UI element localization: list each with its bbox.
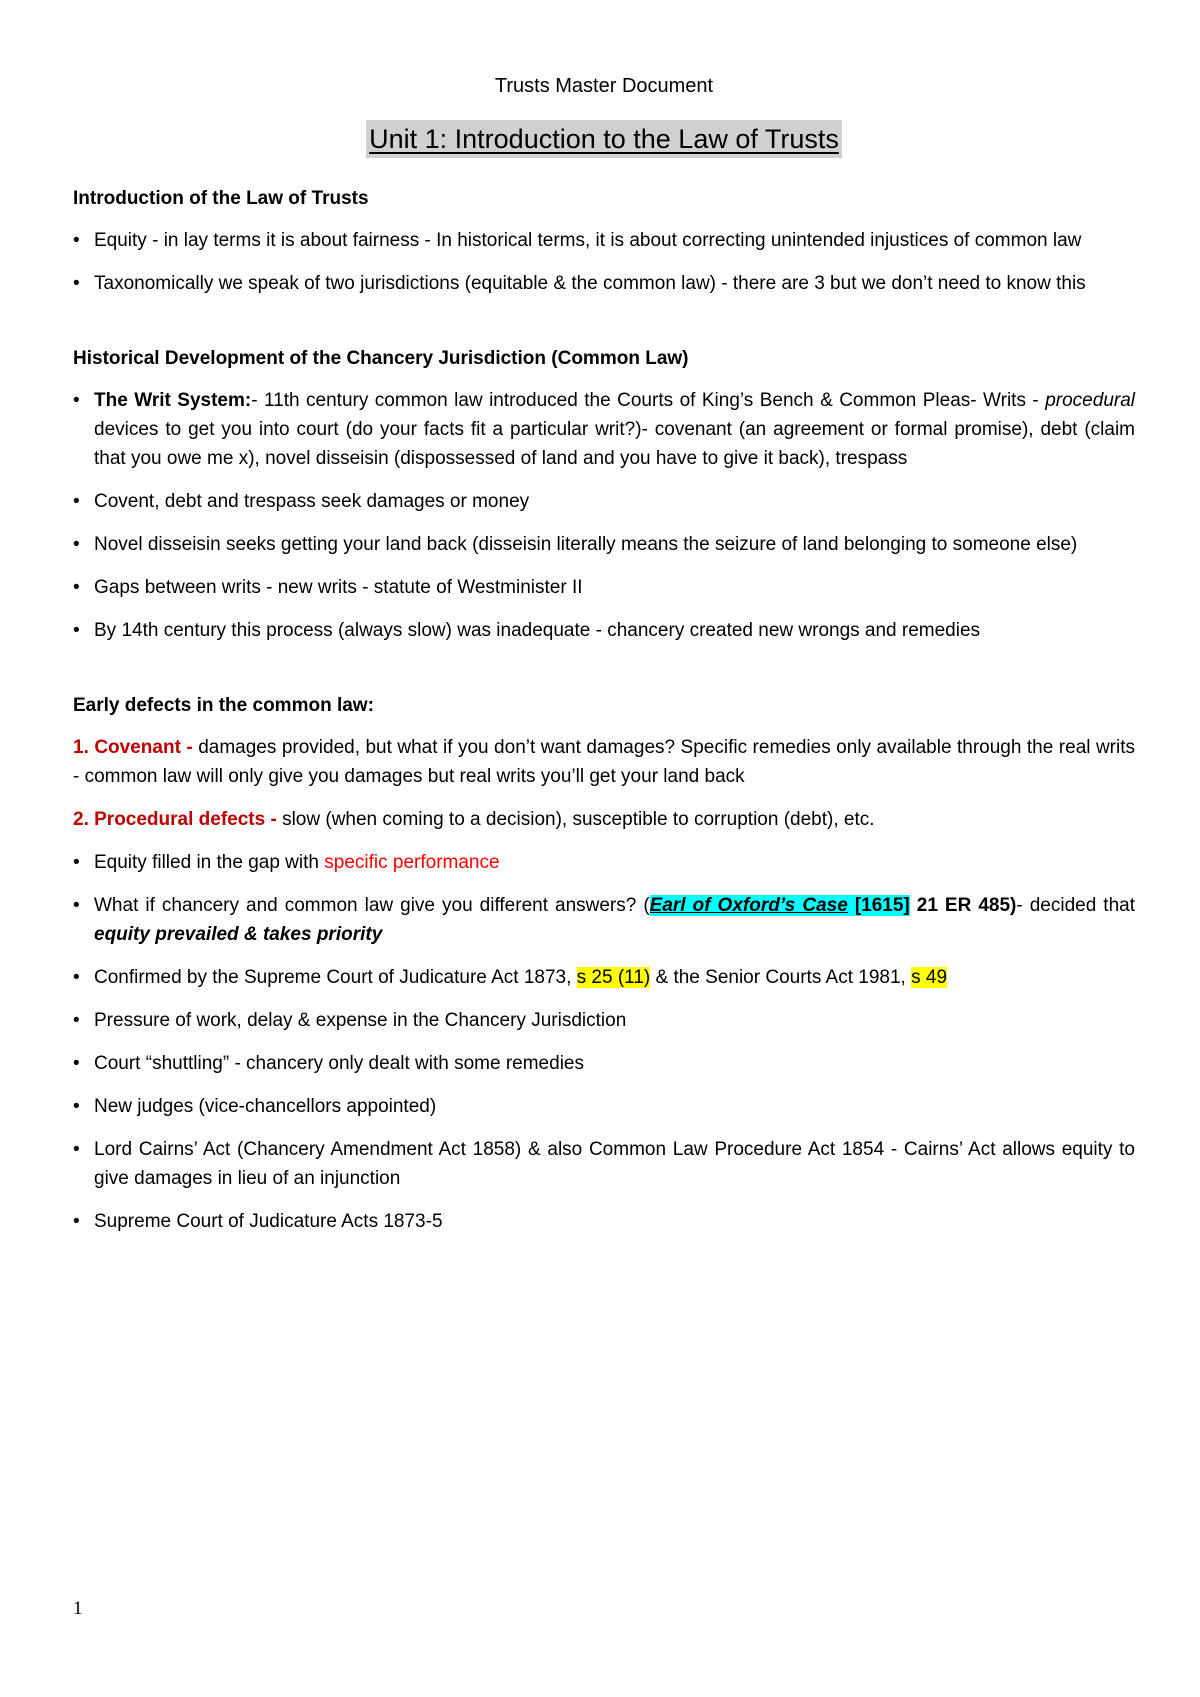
bullet-item [73, 269, 1135, 298]
section-heading-historical-development: Historical Development of the Chancery Jurisdiction (Common Law) [73, 348, 689, 369]
writ-system-text-b: devices to get you into court (do your facts fit a particular writ?)- covenant (an agreement or formal promise), debt (claim that you owe me x), novel disseisin (dispossessed of land and you have to give it back), trespass [94, 419, 1135, 469]
specific-performance-highlight: specific performance [324, 852, 500, 873]
section-ref-highlight: s 25 (11) [576, 967, 651, 988]
defect-text-covenant: damages provided, but what if you don’t want damages? Specific remedies only available through the real writs - common law will only give you damages but real writs you’ll get your land back [73, 737, 1136, 787]
bullet-text: Equity filled in the gap with [94, 852, 325, 873]
page-number: 1 [73, 1598, 83, 1619]
case-gap [848, 895, 855, 916]
bullet-text: Gaps between writs - new writs - statute of Westminister II [94, 577, 583, 598]
bullet-icon: • [73, 390, 80, 411]
bullet-item [73, 530, 1135, 559]
bullet-icon: • [73, 534, 80, 555]
bullet-icon: • [73, 1053, 80, 1074]
bullet-icon: • [73, 230, 80, 251]
bullet-text: New judges (vice-chancellors appointed) [94, 1096, 437, 1117]
bullet-text: Supreme Court of Judicature Acts 1873-5 [94, 1211, 443, 1232]
confirmed-text-a: Confirmed by the Supreme Court of Judicature Act 1873, [94, 967, 577, 988]
bullet-item-earl-of-oxford [73, 891, 1135, 949]
bullet-item [73, 1092, 1135, 1121]
section-spacer [73, 659, 1135, 693]
bullet-item [73, 1006, 1135, 1035]
bullet-text: Covent, debt and trespass seek damages or money [94, 491, 530, 512]
bullet-item-equity-gap [73, 848, 1135, 877]
bullet-icon: • [73, 895, 80, 916]
bullet-text: Pressure of work, delay & expense in the Chancery Jurisdiction [94, 1010, 627, 1031]
case-year: [1615] [854, 895, 910, 916]
document-title: Trusts Master Document [494, 75, 714, 97]
bullet-item [73, 1049, 1135, 1078]
defect-label-covenant: 1. Covenant - [73, 737, 199, 758]
bullet-item [73, 1207, 1135, 1236]
defect-text-procedural: slow (when coming to a decision), susceptible to corruption (debt), etc. [282, 809, 875, 830]
bullet-icon: • [73, 852, 80, 873]
case-name: Earl of Oxford’s Case [649, 895, 848, 916]
document-page [73, 72, 1135, 1250]
defect-point-procedural [73, 805, 1135, 834]
bullet-item [73, 1135, 1135, 1193]
bullet-item [73, 616, 1135, 645]
oxford-text-a: What if chancery and common law give you different answers? ( [94, 895, 650, 916]
bullet-icon: • [73, 1096, 80, 1117]
bullet-text: Lord Cairns’ Act (Chancery Amendment Act 1858) & also Common Law Procedure Act 1854 - Cairns’ Act allows equity to give damages in lieu of an injunction [94, 1139, 1135, 1189]
bullet-text: Taxonomically we speak of two jurisdictions (equitable & the common law) - there are 3 but we don’t need to know this [94, 273, 1086, 294]
bullet-icon: • [73, 967, 80, 988]
bullet-item [73, 226, 1135, 255]
bullet-item-confirmed [73, 963, 1135, 992]
section-heading-early-defects: Early defects in the common law: [73, 695, 374, 716]
bullet-item [73, 487, 1135, 516]
unit-title-wrapper [73, 120, 1135, 158]
bullet-icon: • [73, 273, 80, 294]
bullet-text: By 14th century this process (always slow) was inadequate - chancery created new wrongs and remedies [94, 620, 981, 641]
bullet-icon: • [73, 620, 80, 641]
defect-point-covenant [73, 733, 1135, 791]
case-citation: 21 ER 485) [909, 895, 1017, 916]
section-ref-highlight: s 49 [911, 967, 948, 988]
writ-system-italic: procedural [1045, 390, 1135, 411]
bullet-item-writ-system [73, 386, 1135, 473]
bullet-icon: • [73, 1010, 80, 1031]
bullet-icon: • [73, 1211, 80, 1232]
bullet-text: Court “shuttling” - chancery only dealt with some remedies [94, 1053, 584, 1074]
writ-system-text-a: - 11th century common law introduced the Courts of King’s Bench & Common Pleas- Writs - [251, 390, 1046, 411]
bullet-item [73, 573, 1135, 602]
defect-label-procedural: 2. Procedural defects - [73, 809, 283, 830]
oxford-text-b: - decided that [1016, 895, 1135, 916]
unit-title: Unit 1: Introduction to the Law of Trusts [366, 120, 842, 158]
section-heading-introduction: Introduction of the Law of Trusts [73, 188, 369, 209]
equity-prevails-emphasis: equity prevailed & takes priority [94, 924, 383, 945]
bullet-text: Novel disseisin seeks getting your land back (disseisin literally means the seizure of land belonging to someone else) [94, 534, 1078, 555]
writ-system-label: The Writ System: [94, 390, 252, 411]
confirmed-text-b: & the Senior Courts Act 1981, [650, 967, 912, 988]
bullet-icon: • [73, 577, 80, 598]
section-spacer [73, 312, 1135, 346]
bullet-icon: • [73, 491, 80, 512]
bullet-text: Equity - in lay terms it is about fairness - In historical terms, it is about correcting unintended injustices of common law [94, 230, 1082, 251]
bullet-icon: • [73, 1139, 80, 1160]
